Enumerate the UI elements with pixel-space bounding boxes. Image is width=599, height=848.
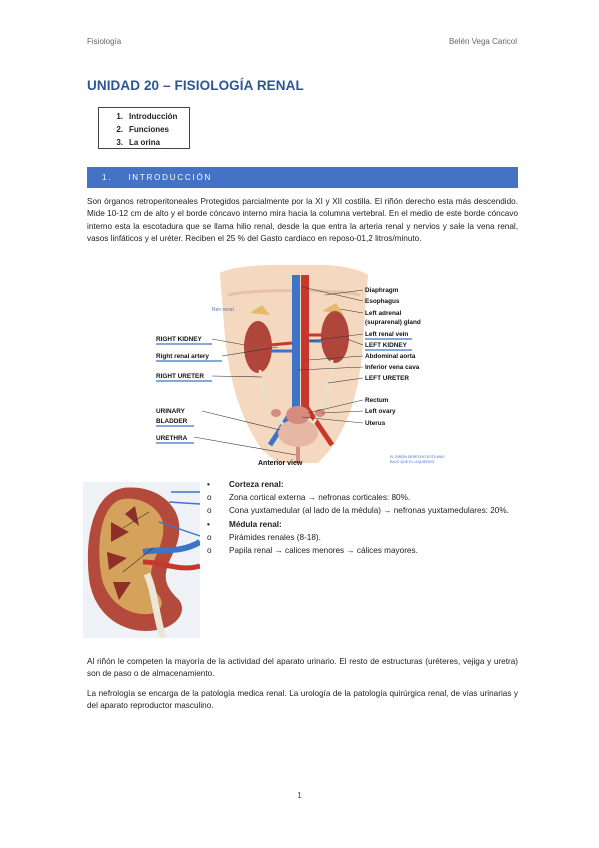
label-abdominal-aorta: Abdominal aorta [365, 353, 416, 360]
urinary-system-figure [150, 265, 445, 470]
bullet-open: o [207, 532, 212, 542]
label-diaphragm: Diaphragm [365, 287, 399, 294]
paragraph-urinary-system: Al riñón le competen la mayoría de la actividad del aparato urinario. El resto de estructuras (uréteres, vejiga y uretra) son de paso o de almacenamiento. [87, 657, 518, 679]
list-item: o Papila renal → calices menores → cálices mayores. [207, 544, 518, 557]
label-left-renal-vein: Left renal vein [365, 331, 409, 338]
paragraph-nephrology: La nefrología se encarga de la patología medica renal. La urología de la patología quirúrgica renal, de vías urinarias y del aparato reproductor masculino. [87, 689, 518, 711]
list-item: • Médula renal: [207, 518, 518, 531]
toc-item[interactable]: 2. Funciones [116, 125, 170, 134]
left-kidney [321, 311, 349, 363]
label-left-ureter: LEFT URETER [365, 375, 410, 382]
label-suprarenal-gland: (suprarenal) gland [365, 319, 421, 326]
kidney-structure-list [207, 478, 518, 557]
page-title: UNIDAD 20 – FISIOLOGÍA RENAL [87, 78, 304, 93]
section-heading [87, 167, 518, 188]
list-item: o Pirámides renales (8-18). [207, 531, 518, 544]
bullet-filled: • [207, 519, 210, 529]
vena-cava [292, 275, 300, 410]
table-of-contents [98, 107, 190, 149]
page-number: 1 [297, 791, 302, 800]
label-right-renal-artery: Right renal artery [156, 353, 209, 360]
header-author: Belén Vega Caricol [448, 37, 517, 46]
header-subject: Fisiología [87, 37, 122, 46]
bullet-open: o [207, 506, 212, 516]
toc-item[interactable]: 3. La orina [116, 138, 161, 147]
label-urinary: URINARY [156, 408, 185, 415]
section-label: INTRODUCCIÓN [128, 173, 213, 182]
label-inferior-vena-cava: Inferior vena cava [365, 364, 420, 371]
label-right-ureter: RIGHT URETER [156, 373, 204, 380]
label-uterus: Uterus [365, 420, 386, 427]
label-left-ovary: Left ovary [365, 408, 396, 415]
label-bladder: BLADDER [156, 418, 188, 425]
small-label: Ren renal [212, 307, 234, 313]
list-item: • Corteza renal: [207, 478, 518, 491]
list-item: o Zona cortical externa → nefronas corticales: 80%. [207, 491, 518, 504]
label-left-adrenal: Left adrenal [365, 310, 402, 317]
bullet-open: o [207, 493, 212, 503]
toc-item[interactable]: 1. Introducción [116, 112, 178, 121]
section-number: 1. [102, 173, 113, 182]
bullet-open: o [207, 546, 212, 556]
intro-paragraph: Son órganos retroperitoneales Protegidos parcialmente por la XI y XII costilla. El riñón derecho esta más descendido. Mide 10-12 cm de alto y el borde cóncavo interno mira hacia la columna vertebral. En el medio de este borde cóncavo interno esta la escotadura que se llama hilio renal, desde la que entra la arteria renal y nervios y sale la vena renal, vasos linfáticos y el uréter. Reciben el 25 % del Gasto cardiaco en reposo-01,2 litros/minuto. [87, 197, 518, 243]
kidney-section-figure [83, 482, 200, 638]
label-esophagus: Esophagus [365, 298, 400, 305]
list-item: o Cona yuxtamedular (al lado de la médula) → nefronas yuxtamedulares: 20%. [207, 504, 518, 517]
label-rectum: Rectum [365, 397, 389, 404]
label-right-kidney: RIGHT KIDNEY [156, 336, 202, 343]
figure-caption: Anterior view [258, 460, 303, 467]
right-kidney [244, 321, 272, 373]
bullet-filled: • [207, 480, 210, 489]
figure-note-line1: EL RIÑÓN DERECHO ESTA MAS [390, 455, 445, 459]
label-urethra: URETHRA [156, 435, 188, 442]
label-left-kidney: LEFT KIDNEY [365, 342, 407, 349]
aorta [301, 275, 309, 410]
figure-note-line2: BAJO QUE EL IZQUIERDO [390, 460, 435, 464]
